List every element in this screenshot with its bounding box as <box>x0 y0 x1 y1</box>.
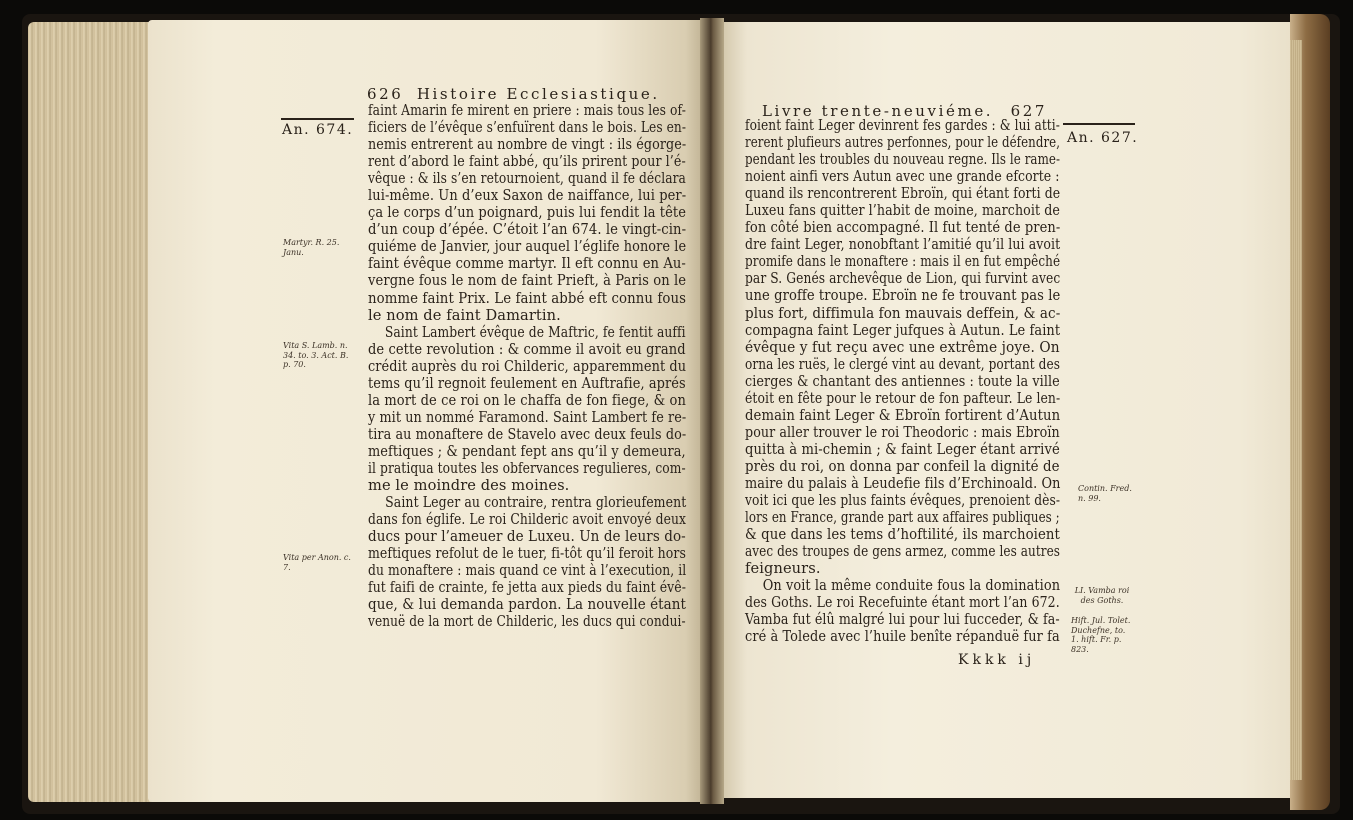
margin-note: Vita per Anon. c. 7. <box>283 553 351 572</box>
text-line: plus fort, diffimula fon mauvais deffein, & ac- <box>745 304 1061 322</box>
text-line: de cette revolution : & comme il avoit eu grand <box>368 340 686 358</box>
text-line: compagna faint Leger jufques à Autun. Le faint <box>745 321 1061 339</box>
text-line: du monaftere : mais quand ce vint à l’execution, il <box>368 562 687 580</box>
text-line: évêque y fut reçu avec une extrême joye. On <box>745 338 1060 356</box>
text-line: que, & lui demanda pardon. La nouvelle étant <box>368 596 687 614</box>
right-page-number: 627 <box>1010 102 1047 120</box>
margin-note: Martyr. R. 25. Janu. <box>283 238 340 257</box>
text-line: feigneurs. <box>745 560 821 578</box>
margin-note: Vita S. Lamb. n. 34. to. 3. Act. B. p. 70. <box>283 341 349 369</box>
text-line: d’un coup d’épée. C’étoit l’an 674. le vingt-cin- <box>368 221 687 239</box>
text-line: la mort de ce roi on le chaffa de fon fiege, & on <box>368 391 686 409</box>
text-line: me le moindre des moines. <box>368 477 570 495</box>
text-line: quitta à mi-chemin ; & faint Leger étant arrivé <box>745 440 1060 458</box>
text-line: Vamba fut élû malgré lui pour lui fucceder, & fa- <box>745 611 1060 629</box>
text-line: quiéme de Janvier, jour auquel l’églife honore le <box>368 238 687 256</box>
text-line: faint Amarin fe mirent en priere : mais tous les of- <box>368 102 686 119</box>
left-body-text <box>368 102 686 630</box>
right-page-edges <box>1290 40 1302 780</box>
text-line: étoit en fête pour le retour de fon pafteur. Le len- <box>745 389 1061 407</box>
text-line: il pratiqua toutes les obfervances regulieres, com- <box>368 459 686 477</box>
text-line: foient faint Leger devinrent fes gardes : & lui atti- <box>745 117 1060 134</box>
right-year-rule <box>1063 123 1135 125</box>
text-line: des Goths. Le roi Recefuinte étant mort l’an 672. <box>745 594 1060 612</box>
text-line: Luxeu fans quitter l’habit de moine, marchoit de <box>745 202 1060 220</box>
text-line: Saint Lambert évêque de Maftric, fe fentit auffi <box>384 323 686 341</box>
left-header <box>367 85 660 103</box>
text-line: lui-même. Un d’eux Saxon de naiffance, lui per- <box>368 187 687 205</box>
text-line: vêque : & ils s’en retournoient, quand il fe déclara <box>368 170 686 188</box>
text-line: lors en France, grande part aux affaires publiques ; <box>745 509 1060 527</box>
text-line: fon côté bien accompagné. Il fut tenté de pren- <box>745 219 1061 237</box>
text-line: faint évêque comme martyr. Il eft connu en Au- <box>368 255 686 273</box>
right-body-text <box>745 117 1060 645</box>
text-line: promife dans le monaftere : mais il en fut empêché <box>745 253 1061 271</box>
book-gutter <box>700 18 724 804</box>
text-line: voit ici que les plus faints évêques, prenoient dès- <box>745 492 1061 510</box>
left-year-label: An. 674. <box>282 122 354 138</box>
signature-mark: Kkkk ij <box>958 652 1036 668</box>
right-year-label: An. 627. <box>1067 130 1139 146</box>
text-line: pour aller trouver le roi Theodoric : mais Ebroïn <box>745 423 1060 441</box>
text-line: dre faint Leger, nonobftant l’amitié qu’il lui avoit <box>745 236 1061 254</box>
left-page-number: 626 <box>367 85 404 103</box>
text-line: orna les ruës, le clergé vint au devant, portant des <box>745 355 1060 373</box>
text-line: ducs pour l’ameuer de Luxeu. Un de leurs do- <box>368 528 686 546</box>
text-line: & que dans les tems d’hoftilité, ils marchoient <box>745 526 1060 544</box>
text-line: nomme faint Prix. Le faint abbé eft connu fous <box>368 289 687 307</box>
text-line: rent d’abord le faint abbé, qu’ils prirent pour l’é- <box>368 153 686 171</box>
left-running-head: Histoire Ecclesiastique. <box>416 85 660 103</box>
right-running-head: Livre trente-neuviéme. <box>762 102 994 120</box>
text-line: tira au monaftere de Stavelo avec deux feuls do- <box>368 425 687 443</box>
margin-note: LI. Vamba roi des Goths. <box>1074 586 1130 605</box>
text-line: venuë de la mort de Childeric, les ducs qui condui- <box>368 613 686 631</box>
text-line: y mit un nommé Faramond. Saint Lambert fe re- <box>368 408 687 426</box>
text-line: fut faifi de crainte, fe jetta aux pieds du faint évê- <box>368 579 686 597</box>
text-line: ça le corps d’un poignard, puis lui fendit la tête <box>368 204 686 222</box>
text-line: meftiques refolut de le tuer, fi-tôt qu’il feroit hors <box>368 545 686 563</box>
left-year-rule <box>281 118 354 120</box>
text-line: crédit auprès du roi Childeric, apparemment du <box>368 357 687 375</box>
text-line: avec des troupes de gens armez, comme les autres <box>745 543 1061 561</box>
text-line: meftiques ; & pendant fept ans qu’il y demeura, <box>368 442 686 460</box>
text-line: noient ainfi vers Autun avec une grande efcorte : <box>745 168 1060 186</box>
text-line: le nom de faint Damartin. <box>368 306 561 324</box>
text-line: cré à Tolede avec l’huile benîte répanduë fur fa <box>745 628 1060 646</box>
text-line: maire du palais à Leudefie fils d’Erchinoald. On <box>745 474 1061 492</box>
text-line: ficiers de l’évêque s’enfuïrent dans le bois. Les en- <box>368 119 687 137</box>
margin-note: Contin. Fred. n. 99. <box>1078 484 1132 503</box>
text-line: Saint Leger au contraire, rentra glorieufement <box>385 494 687 512</box>
text-line: par S. Genés archevêque de Lion, qui furvint avec <box>745 270 1061 288</box>
text-line: tems qu’il regnoit feulement en Auftrafie, aprés <box>368 374 686 392</box>
text-line: quand ils rencontrerent Ebroïn, qui étant forti de <box>745 185 1061 203</box>
text-line: pendant les troubles du nouveau regne. Ils le rame- <box>745 151 1061 169</box>
left-page-edges <box>28 22 154 802</box>
text-line: cierges & chantant des antiennes : toute la ville <box>745 372 1060 390</box>
text-line: demain faint Leger & Ebroïn fortirent d’Autun <box>745 406 1061 424</box>
text-line: vergne fous le nom de faint Prieft, à Paris on le <box>368 272 687 290</box>
text-line: rerent plufieurs autres perfonnes, pour le défendre, <box>745 134 1061 152</box>
text-line: nemis entrerent au nombre de vingt : ils égorge- <box>368 136 687 154</box>
text-line: On voit la même conduite fous la domination <box>762 577 1061 595</box>
text-line: une groffe troupe. Ebroïn ne fe trouvant pas le <box>745 287 1061 305</box>
margin-note: Hift. Jul. Tolet. Duchefne, to. 1. hift. Fr. p. 823. <box>1071 616 1131 654</box>
text-line: dans fon églife. Le roi Childeric avoit envoyé deux <box>368 511 686 529</box>
text-line: près du roi, on donna par confeil la dignité de <box>745 457 1060 475</box>
